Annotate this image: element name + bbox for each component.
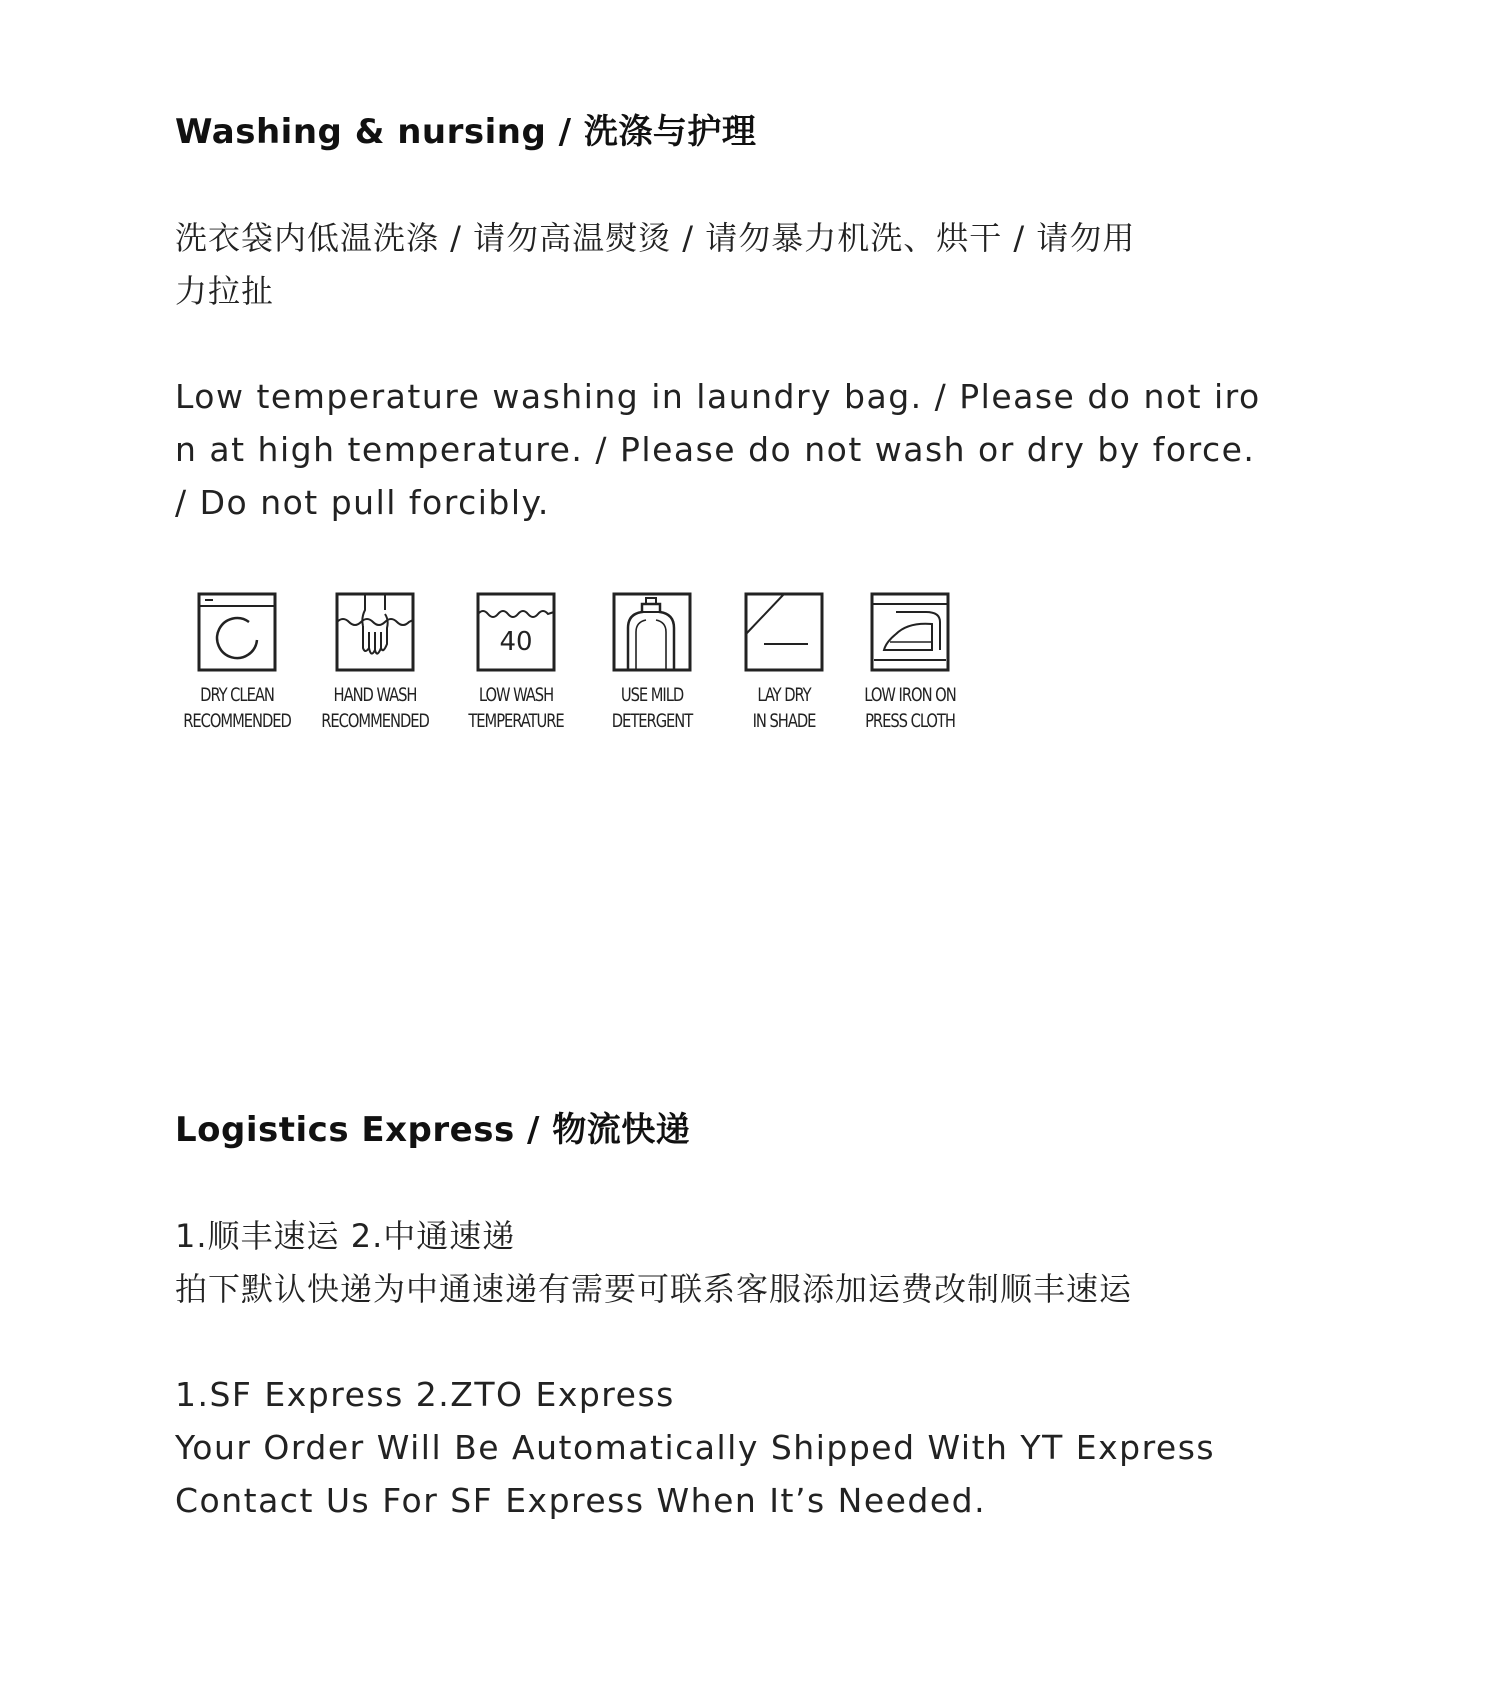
mild-detergent-icon (612, 592, 692, 672)
washing-en-line-3: / Do not pull forcibly. (175, 483, 550, 522)
logistics-en-line-3: Contact Us For SF Express When It’s Needed. (175, 1481, 987, 1520)
care-item-low-iron (845, 592, 975, 734)
care-item-mild-detergent (587, 592, 717, 734)
temp-text: 40 (499, 627, 533, 657)
low-iron-icon (870, 592, 950, 672)
care-label-low-iron: LOW IRON ON PRESS CLOTH (864, 684, 956, 732)
care-icons-row (172, 592, 972, 742)
logistics-heading: Logistics Express / 物流快递 (175, 1110, 691, 1150)
care-item-lay-dry (719, 592, 849, 734)
dry-clean-icon (197, 592, 277, 672)
care-item-low-wash (451, 592, 581, 734)
low-wash-temperature-icon (476, 592, 556, 672)
care-label-hand-wash: HAND WASH RECOMMENDED (321, 684, 429, 732)
washing-en-line-1: Low temperature washing in laundry bag. / Please do not iro (175, 377, 1261, 416)
care-label-lay-dry: LAY DRY IN SHADE (752, 684, 816, 732)
care-label-low-wash: LOW WASH TEMPERATURE (468, 684, 564, 732)
care-item-hand-wash (310, 592, 440, 734)
washing-section (175, 112, 1345, 152)
logistics-en-line-2: Your Order Will Be Automatically Shipped With YT Express (175, 1428, 1216, 1467)
logistics-cn-text (175, 1210, 1345, 1316)
washing-cn-text (175, 212, 1345, 318)
logistics-section (175, 1110, 1345, 1150)
washing-en-line-2: n at high temperature. / Please do not wash or dry by force. (175, 430, 1256, 469)
washing-en-text (175, 370, 1345, 529)
washing-heading: Washing & nursing / 洗涤与护理 (175, 112, 757, 152)
logistics-cn-line-1: 1.顺丰速运 2.中通速递 (175, 1217, 516, 1255)
washing-cn-line-1: 洗衣袋内低温洗涤 / 请勿高温熨烫 / 请勿暴力机洗、烘干 / 请勿用 (175, 219, 1136, 257)
washing-cn-line-2: 力拉扯 (175, 272, 275, 310)
logistics-en-line-1: 1.SF Express 2.ZTO Express (175, 1375, 675, 1414)
care-label-mild-detergent: USE MILD DETERGENT (611, 684, 693, 732)
logistics-en-text (175, 1368, 1345, 1527)
care-item-dry-clean (172, 592, 302, 734)
lay-dry-shade-icon (744, 592, 824, 672)
hand-wash-icon (335, 592, 415, 672)
care-label-dry-clean: DRY CLEAN RECOMMENDED (183, 684, 291, 732)
logistics-cn-line-2: 拍下默认快递为中通速递有需要可联系客服添加运费改制顺丰速运 (175, 1270, 1133, 1308)
